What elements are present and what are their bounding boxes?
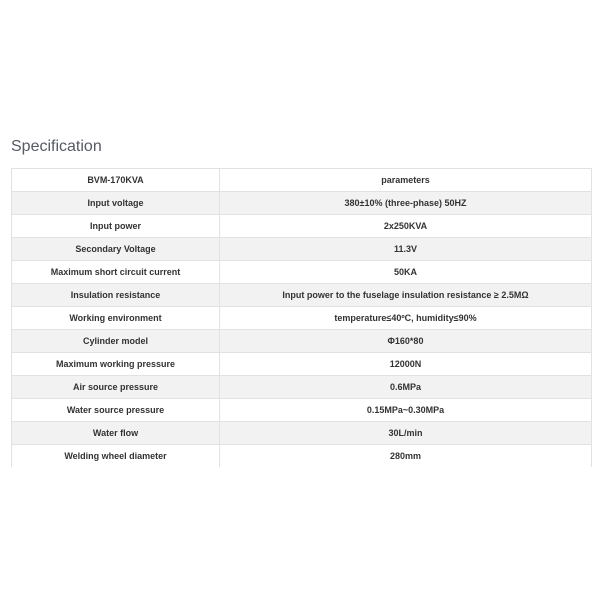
spec-value: 11.3V — [220, 238, 592, 261]
spec-value: 0.15MPa~0.30MPa — [220, 399, 592, 422]
table-row — [12, 238, 592, 261]
spec-label: Input power — [12, 215, 220, 238]
spec-value: 380±10% (three-phase) 50HZ — [220, 192, 592, 215]
spec-label: Air source pressure — [12, 376, 220, 399]
spec-label: Welding wheel diameter — [12, 445, 220, 468]
spec-label: Maximum short circuit current — [12, 261, 220, 284]
table-row — [12, 192, 592, 215]
spec-value: 12000N — [220, 353, 592, 376]
spec-value: 2x250KVA — [220, 215, 592, 238]
spec-label: Maximum working pressure — [12, 353, 220, 376]
spec-value: 50KA — [220, 261, 592, 284]
spec-value: 0.6MPa — [220, 376, 592, 399]
spec-label: Insulation resistance — [12, 284, 220, 307]
spec-label: Secondary Voltage — [12, 238, 220, 261]
table-row — [12, 215, 592, 238]
spec-label: Water flow — [12, 422, 220, 445]
spec-value: Input power to the fuselage insulation resistance ≥ 2.5MΩ — [220, 284, 592, 307]
spec-value: temperature≤40ºC, humidity≤90% — [220, 307, 592, 330]
table-row — [12, 376, 592, 399]
table-row — [12, 307, 592, 330]
table-row — [12, 261, 592, 284]
spec-value: 30L/min — [220, 422, 592, 445]
table-row — [12, 284, 592, 307]
spec-label: Input voltage — [12, 192, 220, 215]
table-row — [12, 330, 592, 353]
table-row — [12, 422, 592, 445]
header-parameters: parameters — [220, 169, 592, 192]
spec-value: Φ160*80 — [220, 330, 592, 353]
spec-label: Working environment — [12, 307, 220, 330]
specification-table — [11, 168, 592, 467]
table-row — [12, 353, 592, 376]
table-row — [12, 445, 592, 468]
section-title: Specification — [11, 138, 102, 155]
spec-label: Water source pressure — [12, 399, 220, 422]
header-model: BVM-170KVA — [12, 169, 220, 192]
spec-label: Cylinder model — [12, 330, 220, 353]
table-header-row — [12, 169, 592, 192]
spec-value: 280mm — [220, 445, 592, 468]
table-row — [12, 399, 592, 422]
